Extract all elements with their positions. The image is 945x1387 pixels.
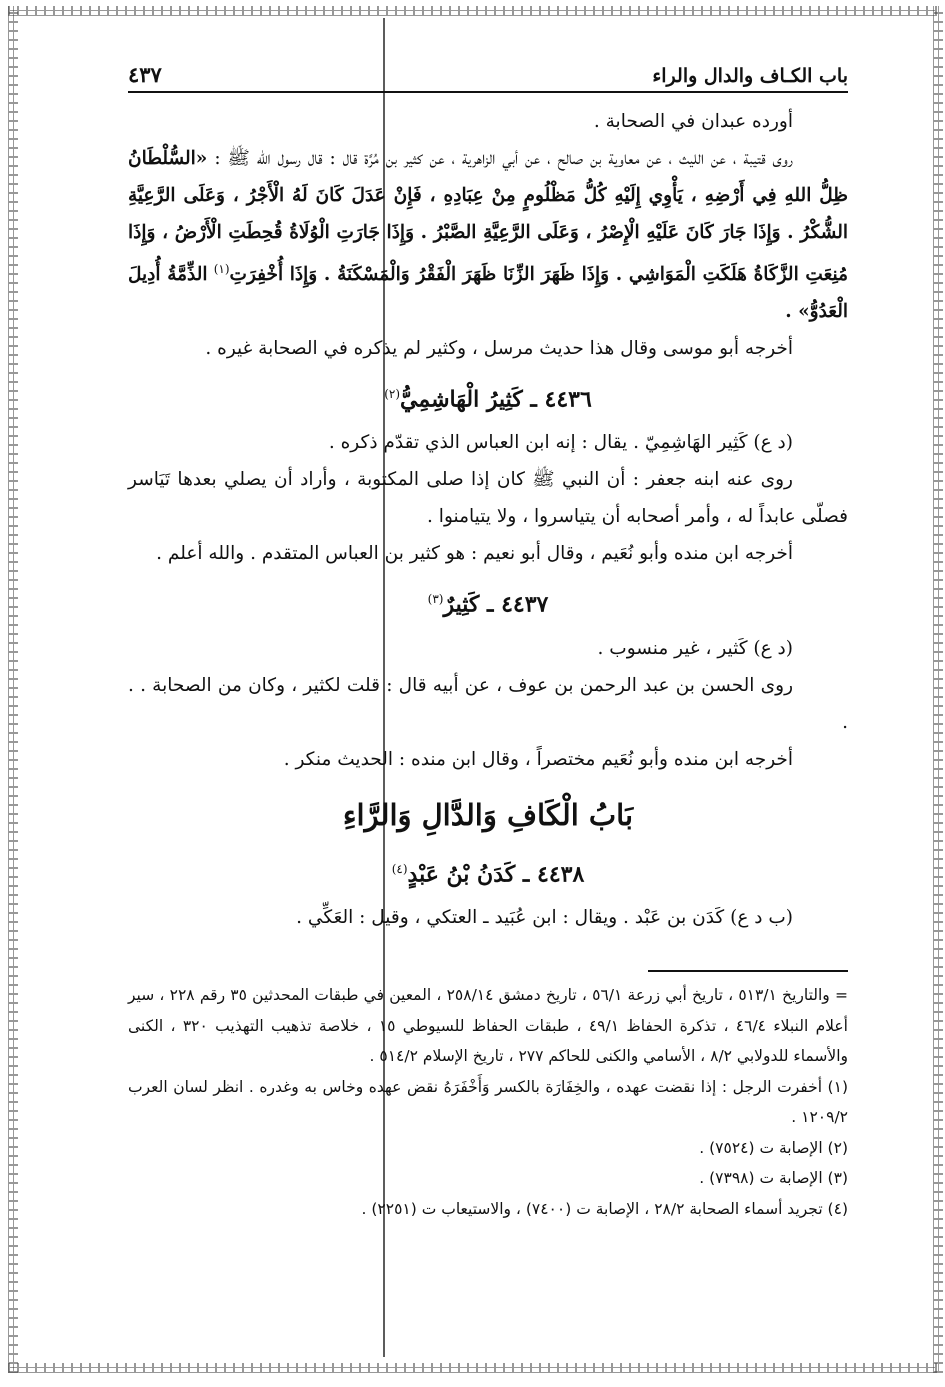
footnote-marker: (٢): [384, 387, 401, 402]
running-header-title: باب الكـاف والدال والراء: [652, 65, 848, 87]
hadith-text: «السُّلْطَانُ ظِلُّ اللهِ فِي أَرْضِهِ ، يَأْوِي إِلَيْهِ كُلُّ مَظْلُومٍ مِنْ عِبَادِهِ ، فَإِنْ عَدَلَ كَانَ لَهُ الْأَجْرُ ، وَعَلَى الرَّعِيَّةِ الشُّكْرُ . وَإِذَا جَارَ كَانَ عَلَيْهِ الْإِصْرُ ، وَعَلَى الرَّعِيَّةِ الصَّبْرُ . وَإِذَا جَارَتِ الْوُلَاةُ قُحِطَتِ الْأَرْضُ ، وَإِذَا مُنِعَتِ الزَّكَاةُ هَلَكَتِ الْمَوَاشِي . وَإِذَا ظَهَرَ الزِّنَا ظَهَرَ الْفَقْرُ وَالْمَسْكَنَةُ . وَإِذَا أُخْفِرَتِ: [128, 148, 848, 286]
paragraph: أخرجه ابن منده وأبو نُعَيم ، وقال أبو نعيم : هو كثير بن العباس المتقدم . والله أعلم .: [156, 543, 793, 565]
book-page: [128, 62, 848, 1224]
entry-number: ٤٤٣٦: [544, 386, 592, 413]
entry-number: ٤٤٣٨: [537, 861, 585, 888]
paragraph: أورده عبدان في الصحابة .: [593, 111, 793, 132]
paragraph: (د ع) كَثير ، غير منسوب .: [597, 637, 793, 659]
hadith-text-end: الذِّمَّةُ أُدِيلَ الْعَدُوُّ» .: [128, 264, 848, 323]
footnote: (٢) الإصابة ت (٧٥٢٤) .: [699, 1138, 848, 1157]
paragraph-isnad: [128, 140, 848, 330]
footnote-separator: [648, 970, 848, 972]
paragraph: أخرجه أبو موسى وقال هذا حديث مرسل ، وكثير لم يذكره في الصحابة غيره .: [205, 338, 793, 360]
page-number: ٤٣٧: [128, 62, 162, 87]
entry-name: كَدَنُ بْنُ عَبْدٍ: [407, 861, 516, 888]
running-header: [128, 62, 848, 93]
footnote: (٣) الإصابة ت (٧٣٩٨) .: [699, 1169, 848, 1188]
footnote: (١) أخفرت الرجل : إذا نقضت عهده ، والخِفَارَة بالكسر وَأَخْفَرَهُ نقض عهده وخاس به وغدره . انظر لسان العرب ١٢٠٩/٢ .: [128, 1077, 848, 1127]
entry-name: كَثِيرٌ: [443, 591, 480, 618]
decorative-border-left: [8, 6, 18, 1373]
footnote-marker: (٣): [427, 592, 444, 607]
entry-name: كَثِيرُ الْهَاشِمِيُّ: [400, 386, 523, 413]
footnote: = والتاريخ ٥١٣/١ ، تاريخ أبي زرعة ٥٦/١ ، تاريخ دمشق ٢٥٨/١٤ ، المعين في طبقات المحدثين ٣٥ رقم ٢٢٨ ، سير أعلام النبلاء ٤٦/٤ ، تذكرة الحفاظ ٤٩/١ ، طبقات الحفاظ للسيوطي ١٥ ، خلاصة تذهيب التهذيب ٣٢٠ ، الكنى والأسماء للدولابي ٨/٢ ، الأسامي والكنى للحاكم ٢٧٧ ، تاريخ الإسلام ٥١٤/٢ .: [128, 986, 848, 1066]
chapter-heading: بَابُ الْكَافِ وَالدَّالِ وَالرَّاءِ: [342, 797, 634, 832]
paragraph: (د ع) كَثِير الهَاشِمِيّ . يقال : إنه ابن العباس الذي تقدّم ذكره .: [328, 432, 793, 454]
entry-heading: ٤٤٣٦ ـ كَثِيرُ الْهَاشِمِيُّ$^{(٢)}$: [384, 386, 592, 413]
decorative-border-bottom: [8, 1363, 937, 1373]
isnad-text: روى قتيبة ، عن الليث ، عن معاوية بن صالح ، عن أبي الزاهرية ، عن كثير بن مُرَّة قال : قال رسول الله ﷺ :: [214, 148, 793, 169]
footnote: (٤) تجريد أسماء الصحابة ٢٨/٢ ، الإصابة ت (٧٤٠٠) ، والاستيعاب ت (٢٢٥١) .: [361, 1199, 848, 1218]
footnote-marker: (٤): [391, 861, 408, 876]
page-body: [128, 103, 848, 936]
paragraph: (ب د ع) كَدَن بن عَبْد . ويقال : ابن عُبَيد ـ العتكي ، وقيل : العَكِّي .: [296, 907, 793, 929]
entry-number: ٤٤٣٧: [501, 591, 549, 618]
paragraph: روى الحسن بن عبد الرحمن بن عوف ، عن أبيه قال : قلت لكثير ، وكان من الصحابة . . .: [128, 674, 848, 733]
paragraph: أخرجه ابن منده وأبو نُعَيم مختصراً ، وقال ابن منده : الحديث منكر .: [283, 748, 793, 770]
paragraph: روى عنه ابنه جعفر : أن النبي ﷺ كان إذا صلى المكتوبة ، وأراد أن يصلي بعدها تَيَاسر فصلّى عابداً له ، وأمر أصحابه أن يتياسروا ، ولا يتيامنوا .: [128, 469, 848, 528]
footnote-marker: (١): [213, 262, 230, 276]
decorative-border-right: [933, 6, 943, 1373]
entry-heading: ٤٤٣٨ ـ كَدَنُ بْنُ عَبْدٍ$^{(٤)}$: [391, 861, 585, 888]
decorative-border-top: [8, 6, 937, 16]
entry-heading: ٤٤٣٧ ـ كَثِيرٌ$^{(٣)}$: [427, 591, 549, 618]
footnotes: [128, 980, 848, 1224]
